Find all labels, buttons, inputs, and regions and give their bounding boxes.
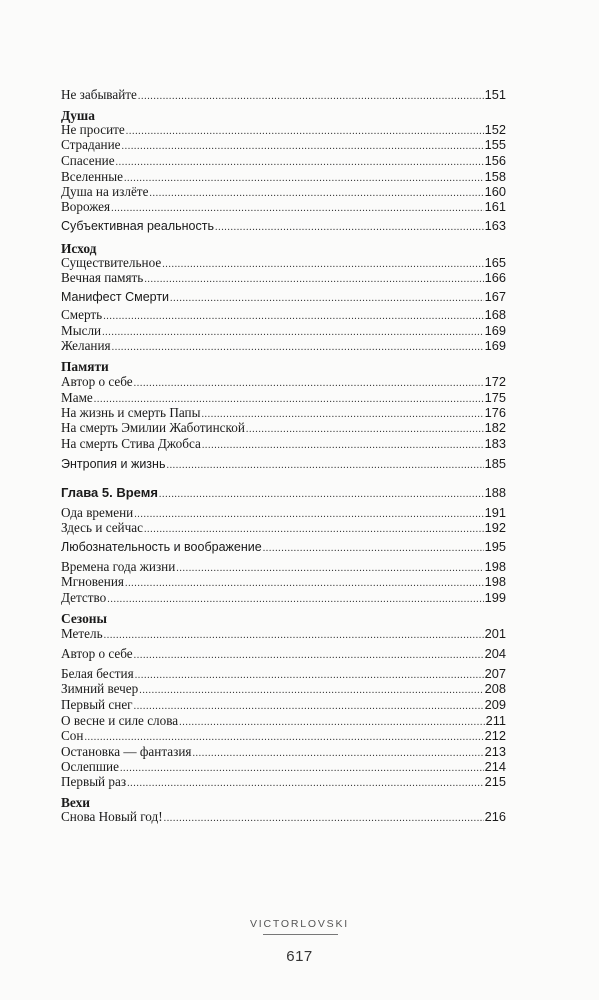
- toc-entry-title: Первый снег: [61, 696, 133, 712]
- toc-entry-title: Любознательность и воображение: [61, 540, 262, 555]
- toc-entry-title: Мысли: [61, 322, 102, 338]
- toc-entry-page: 166: [484, 269, 506, 285]
- toc-entry-page: 211: [485, 712, 506, 728]
- toc-entry: [61, 625, 506, 643]
- toc-entry-page: 213: [484, 743, 506, 759]
- toc-entry-page: 163: [484, 217, 506, 233]
- toc-entry-page: 165: [484, 254, 506, 270]
- toc-entry-title: Мгновения: [61, 574, 124, 590]
- dot-leader: [112, 339, 484, 357]
- toc-entry-title: Вселенные: [61, 168, 123, 184]
- toc-entry-page: 152: [484, 121, 506, 137]
- toc-entry-title: Зимний вечер: [61, 681, 139, 697]
- toc-chapter-title: Глава 5. Время: [61, 484, 158, 500]
- toc-entry-title: Автор о себе: [61, 645, 133, 661]
- toc-entry: [61, 198, 506, 216]
- toc-entry-page: 198: [484, 558, 506, 574]
- toc-entry-page: 169: [484, 338, 506, 354]
- toc-entry-title: Времена года жизни: [61, 558, 176, 574]
- toc-entry-page: 216: [484, 809, 506, 825]
- page-number: 617: [286, 948, 313, 965]
- toc-entry-title: Субъективная реальность: [61, 218, 214, 233]
- toc-entry-title: Остановка — фантазия: [61, 743, 192, 759]
- toc-entry-title: О весне и силе слова: [61, 712, 179, 728]
- toc-entry-page: 185: [484, 455, 506, 471]
- toc-entry-title: Автор о себе: [61, 374, 133, 390]
- toc-entry-page: 204: [484, 645, 506, 661]
- toc-entry-title: Не забывайте: [61, 87, 137, 102]
- toc-entry-page: 199: [484, 589, 506, 605]
- toc-entry-page: 151: [484, 87, 506, 102]
- toc-entry: [61, 269, 506, 287]
- toc-entry-page: 182: [484, 420, 506, 436]
- toc-entry-title: На жизнь и смерть Папы: [61, 405, 201, 421]
- toc-entry-page: 172: [484, 374, 506, 390]
- footer-divider: [263, 934, 338, 935]
- toc-entry: [61, 455, 506, 473]
- dot-leader: [134, 647, 484, 665]
- toc-entry-page: 167: [484, 288, 506, 304]
- toc-entry-page: 209: [484, 696, 506, 712]
- toc-entry-title: Первый раз: [61, 774, 127, 790]
- dot-leader: [164, 810, 484, 828]
- toc-entry-title: Желания: [61, 338, 111, 354]
- toc-entry: [61, 217, 506, 235]
- toc-entry-title: Страдание: [61, 137, 121, 153]
- toc-entry-page: 183: [484, 435, 506, 451]
- toc-entry-page: 195: [484, 539, 506, 555]
- toc-entry-page: 156: [484, 153, 506, 169]
- toc-entry: [61, 435, 506, 453]
- dot-leader: [215, 219, 484, 237]
- toc-section-heading: Исход: [61, 240, 97, 256]
- toc-entry: [61, 288, 506, 306]
- toc-entry-title: Ода времени: [61, 504, 134, 520]
- toc-entry-page: 191: [484, 504, 506, 520]
- dot-leader: [144, 521, 484, 539]
- toc-chapter-entry: [61, 484, 506, 502]
- toc-entry-page: 168: [484, 307, 506, 323]
- toc-entry: [61, 337, 506, 355]
- toc-entry: [61, 808, 506, 826]
- toc-entry: [61, 645, 506, 663]
- toc-section-heading: Сезоны: [61, 610, 107, 626]
- toc-entry-page: 207: [484, 665, 506, 681]
- dot-leader: [159, 486, 484, 504]
- dot-leader: [138, 88, 484, 106]
- toc-entry-title: Энтропия и жизнь: [61, 456, 166, 471]
- toc-section-heading: Душа: [61, 107, 95, 123]
- toc-entry: [61, 538, 506, 556]
- toc-entry-title: Ослепшие: [61, 758, 119, 774]
- dot-leader: [107, 591, 483, 609]
- toc-entry-page: 176: [484, 405, 506, 421]
- toc-entry-title: Маме: [61, 389, 93, 405]
- dot-leader: [144, 271, 483, 289]
- toc-entry-title: Вечная память: [61, 269, 144, 285]
- toc-entry-page: 198: [484, 574, 506, 590]
- toc-entry: [61, 773, 506, 791]
- toc-entry-page: 169: [484, 322, 506, 338]
- toc-entry: [61, 519, 506, 537]
- toc-entry-title: Здесь и сейчас: [61, 520, 143, 536]
- toc-entry-page: 212: [484, 728, 506, 744]
- toc-entry-page: 158: [484, 168, 506, 184]
- toc-entry-page: 214: [484, 758, 506, 774]
- publisher-logo: VICTORLOVSKI: [249, 918, 349, 930]
- toc-entry-title: Детство: [61, 589, 107, 605]
- toc-section-heading: Памяти: [61, 359, 109, 375]
- toc-entry-title: Белая бестия: [61, 665, 134, 681]
- dot-leader: [104, 627, 484, 645]
- dot-leader: [263, 540, 484, 558]
- toc-entry-title: Метель: [61, 626, 103, 642]
- dot-leader: [166, 457, 483, 475]
- toc-entry-page: 208: [484, 681, 506, 697]
- toc-section-heading: Вехи: [61, 795, 91, 811]
- toc-entry-title: Душа на излёте: [61, 183, 149, 199]
- toc-entry: [61, 86, 506, 104]
- toc-entry-title: Спасение: [61, 153, 115, 169]
- toc-entry-title: Снова Новый год!: [61, 809, 163, 825]
- toc-entry-page: 175: [484, 389, 506, 405]
- toc-entry-page: 160: [484, 183, 506, 199]
- toc-entry-page: 155: [484, 137, 506, 153]
- toc-entry-page: 188: [484, 484, 506, 500]
- toc-entry-title: Ворожея: [61, 199, 111, 215]
- toc-entry: [61, 589, 506, 607]
- toc-entry-page: 201: [484, 626, 506, 642]
- toc-entry-page: 161: [484, 199, 506, 215]
- dot-leader: [127, 775, 484, 793]
- toc-entry-title: Не просите: [61, 121, 125, 137]
- toc-entry-title: Существительное: [61, 254, 162, 270]
- toc-entry-page: 192: [484, 520, 506, 536]
- toc-entry-title: На смерть Эмилии Жаботинской: [61, 420, 245, 436]
- dot-leader: [202, 437, 484, 455]
- toc-entry-page: 215: [484, 774, 506, 790]
- toc-entry-title: Смерть: [61, 307, 103, 323]
- toc-entry-title: На смерть Стива Джобса: [61, 435, 201, 451]
- toc-entry-title: Манифест Смерти: [61, 289, 170, 304]
- toc-entry-title: Сон: [61, 728, 84, 744]
